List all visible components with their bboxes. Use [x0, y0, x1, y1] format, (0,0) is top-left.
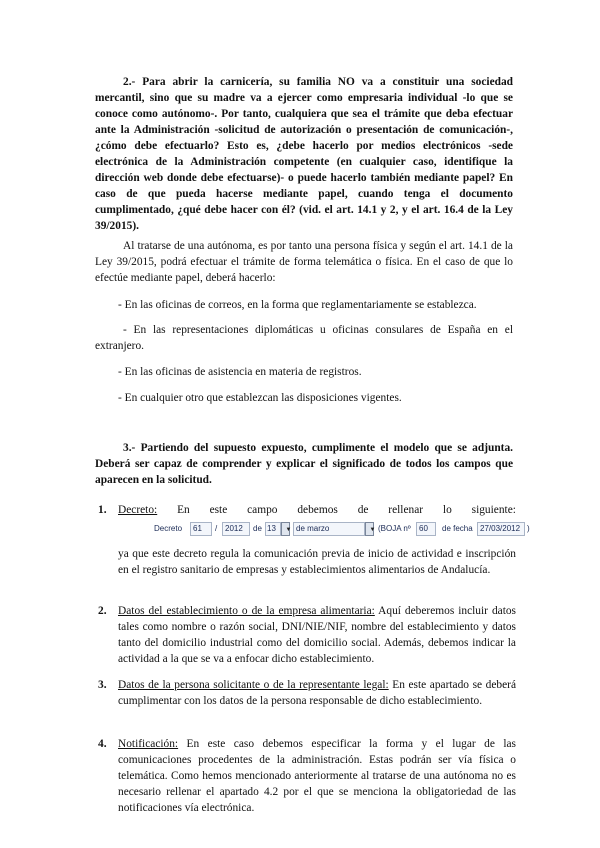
item-4-body: En este caso debemos especificar la forma y el lugar de las comunicaciones procedentes de la administración. Estas podrán ser vía física o telemática. Como hemos mencionado anteriormente al tratarse de una autónoma no es necesario rellenar el apartado 4.2 por el que se menciona la obligatoriedad de las notificaciones vía electrónica. [118, 738, 516, 814]
option-correos: - En las oficinas de correos, en la forma que reglamentariamente se establezca. [118, 299, 477, 311]
item-1-word: lo [442, 504, 452, 516]
boja-number-field[interactable]: 60 [416, 522, 436, 536]
item-1-intro [118, 502, 516, 518]
day-field[interactable]: 13 [265, 522, 281, 536]
close-paren: ) [527, 524, 530, 533]
item-3-number: 3. [98, 679, 107, 691]
decreto-separator: / [215, 524, 218, 533]
option-asistencia: - En las oficinas de asistencia en materia de registros. [118, 366, 362, 378]
option-consulares: - En las representaciones diplomáticas u oficinas consulares de España en el extranjero. [95, 324, 513, 352]
de-label: de [253, 524, 262, 533]
month-dropdown-button[interactable] [365, 522, 374, 536]
item-1-word: debemos [297, 504, 338, 516]
item-2-title: Datos del establecimiento o de la empresa alimentaria: [118, 605, 375, 617]
item-1-word: rellenar [388, 504, 424, 516]
item-4-title: Notificación: [118, 738, 179, 750]
boja-label: (BOJA nº [378, 524, 411, 533]
item-1-title: Decreto: [118, 504, 158, 516]
item-1-word: En [177, 504, 190, 516]
item-4-number: 4. [98, 738, 107, 750]
item-2-number: 2. [98, 605, 107, 617]
item-1-body: ya que este decreto regula la comunicación previa de inicio de actividad e inscripción en el registro sanitario de empresas y establecimientos alimentarios de Andalucía. [118, 548, 516, 576]
decreto-number-field[interactable]: 61 [190, 522, 212, 536]
item-1-word: este [209, 504, 228, 516]
month-field[interactable]: de marzo [293, 522, 365, 536]
question-2-answer: Al tratarse de una autónoma, es por tanto una persona física y según el art. 14.1 de la Ley 39/2015, podrá efectuar el trámite de forma telemática o física. En el caso de que lo efectúe mediante papel, deberá hacerlo: [95, 240, 513, 284]
decreto-year-field[interactable]: 2012 [222, 522, 250, 536]
fecha-field[interactable]: 27/03/2012 [477, 522, 525, 536]
question-2-heading: 2.- Para abrir la carnicería, su familia NO va a constituir una sociedad mercantil, sino que su madre va a ejercer como empresaria individual -lo que se conoce como autónomo-. Por tanto, cualquiera que sea el trámite que deba efectuar ante la Administración -solicitud de autorización o presentación de comunicación-, ¿cómo debe efectuarlo? Esto es, ¿debe hacerlo por medios electrónicos -sede electrónica de la Administración competente (en cualquier caso, identifique la dirección web donde debe efectuarse)- o puede hacerlo también mediante papel? En caso de que pueda hacerse mediante papel, cuando tenga el documento cumplimentado, ¿qué debe hacer con él? (vid. el art. 14.1 y 2, y el art. 16.4 de la Ley 39/2015). [95, 76, 513, 232]
item-2-body: Aquí deberemos incluir datos tales como nombre o razón social, DNI/NIE/NIF, nombre del establecimiento y datos tanto del domicilio industrial como del domicilio social. Además, debemos indicar la actividad a la que se va a enfocar dicho establecimiento. [118, 605, 516, 665]
item-3-text [118, 677, 516, 709]
fecha-label: de fecha [442, 524, 473, 533]
item-1-number: 1. [98, 504, 107, 516]
decree-form-snippet [152, 522, 532, 538]
chevron-down-icon: ▼ [369, 527, 376, 533]
day-dropdown-button[interactable] [281, 522, 290, 536]
item-3-title: Datos de la persona solicitante o de la representante legal: [118, 679, 389, 691]
item-1-word: siguiente: [471, 504, 516, 516]
decreto-label: Decreto [154, 524, 183, 533]
item-2-text [118, 603, 516, 667]
item-1-word: campo [247, 504, 278, 516]
chevron-down-icon: ▼ [285, 527, 292, 533]
item-1-word: de [357, 504, 369, 516]
item-3-body: En este apartado se deberá cumplimentar con los datos de la persona responsable de dicho establecimiento. [118, 679, 516, 707]
item-4-text [118, 736, 516, 816]
question-3-heading: 3.- Partiendo del supuesto expuesto, cumplimente el modelo que se adjunta. Deberá ser capaz de comprender y explicar el significado de todos los campos que aparecen en la solicitud. [95, 442, 513, 486]
option-otros: - En cualquier otro que establezcan las disposiciones vigentes. [118, 392, 402, 404]
